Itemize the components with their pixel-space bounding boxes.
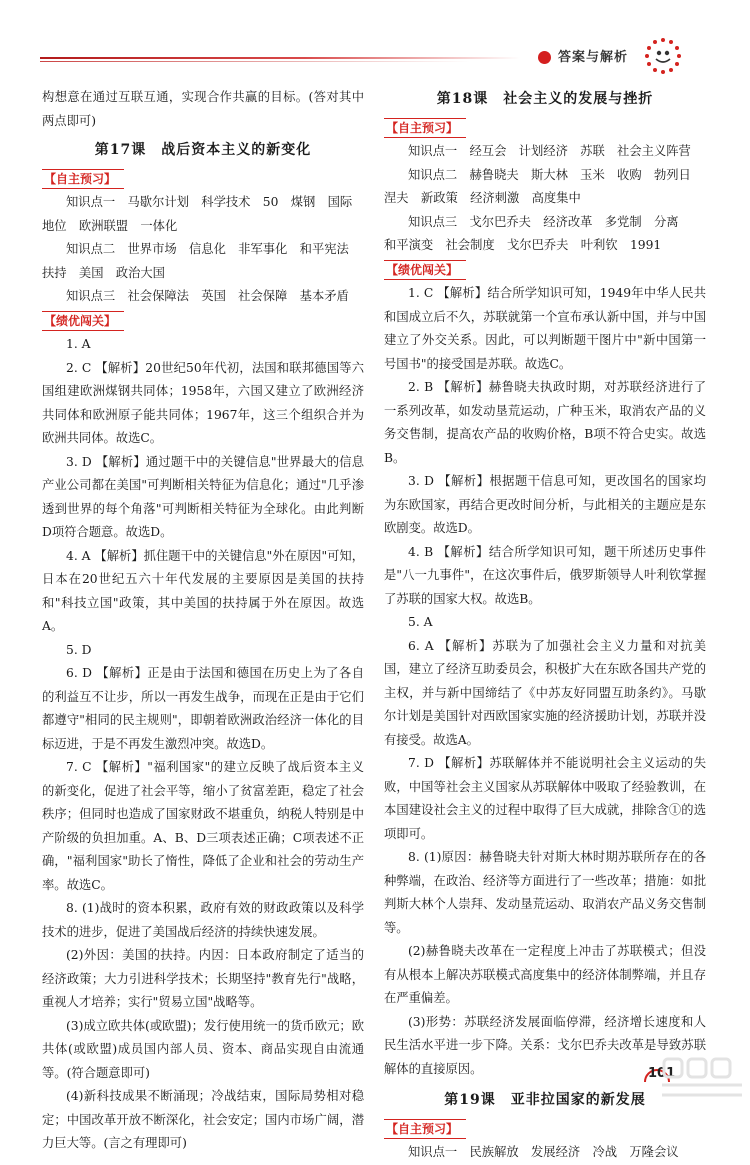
answer-4: 4. B 【解析】结合所学知识可知，题干所述历史事件是"八一九事件"，在这次事件后，俄罗斯领导人叶利钦掌握了苏联的国家大权。故选B。 xyxy=(384,544,706,606)
answer-1: 1. A xyxy=(66,337,91,351)
flower-ornament-icon xyxy=(640,36,686,76)
page-number: 101 xyxy=(648,1066,676,1081)
answer-2: 2. C 【解析】20世纪50年代初，法国和联邦德国等六国组建欧洲煤钢共同体；1958年，六国又建立了欧洲经济共同体和欧洲原子能共同体；1967年，这三个组织合并为欧洲共同体。故选C。 xyxy=(42,360,364,445)
kp1-line: 知识点一 民族解放 发展经济 冷战 万隆会议 xyxy=(408,1145,679,1159)
answer-3: 3. D 【解析】根据题干信息可知，更改国名的国家均为东欧国家，再结合更改时间分析，与此相关的主题应是东欧剧变。故选D。 xyxy=(384,474,706,535)
lesson-19-title: 第19课 亚非拉国家的新发展 xyxy=(444,1092,646,1108)
kp2-line1: 知识点二 世界市场 信息化 非军事化 和平宪法 xyxy=(66,242,349,256)
preview-tag: 【自主预习】 xyxy=(384,118,466,138)
answer-8-part1: 8. (1)原因：赫鲁晓夫针对斯大林时期苏联所存在的各种弊端，在政治、经济等方面进行了一些改革；措施：如批判斯大林个人崇拜、发动垦荒运动、取消农产品义务交售制等。 xyxy=(384,850,706,935)
kp2-line1: 知识点二 赫鲁晓夫 斯大林 玉米 收购 勃列日 xyxy=(408,167,691,182)
header-rule xyxy=(40,57,520,59)
pass-tag: 【绩优闯关】 xyxy=(384,260,466,280)
right-column xyxy=(384,86,706,1165)
answer-8-part3: (3)形势：苏联经济发展面临停滞，经济增长速度和人民生活水平进一步下降。关系：戈尔巴乔夫改革是导致苏联解体的直接原因。 xyxy=(384,1014,706,1076)
kp1-line2: 地位 欧洲联盟 一体化 xyxy=(42,218,178,233)
header-red-dot-icon xyxy=(538,51,551,64)
answer-7: 7. C 【解析】"福利国家"的建立反映了战后资本主义的新变化，促进了社会平等，缩小了贫富差距，稳定了社会秩序；但同时也造成了国家财政不堪重负，纳税人特别是中产阶级的负担加重。A、B、D三项表述正确；C项表述不正确，"福利国家"助长了惰性，降低了企业和社会的劳动生产率。故选C。 xyxy=(42,760,364,892)
left-column xyxy=(42,86,364,1156)
preview-tag: 【自主预习】 xyxy=(384,1119,466,1139)
answer-1: 1. C 【解析】结合所学知识可知，1949年中华人民共和国成立后不久，苏联就第一个宣布承认新中国，并与中国建立了外交关系。因此，可以判断题干图片中"新中国第一号国书"的接受国是苏联。故选C。 xyxy=(384,286,706,371)
answer-5: 5. A xyxy=(408,615,433,629)
answer-8-part3: (3)成立欧共体(或欧盟)；发行使用统一的货币欧元；欧共体(或欧盟)成员国内部人员、资本、商品实现自由流通等。(符合题意即可) xyxy=(42,1018,364,1080)
kp3-line1: 知识点三 戈尔巴乔夫 经济改革 多党制 分离 xyxy=(408,214,679,229)
answer-2: 2. B 【解析】赫鲁晓夫执政时期，对苏联经济进行了一系列改革，如发动垦荒运动，广种玉米，取消农产品的义务交售制，提高农产品的收购价格，B项不符合史实。故选B。 xyxy=(384,380,706,465)
answer-8-part2: (2)赫鲁晓夫改革在一定程度上冲击了苏联模式；但没有从根本上解决苏联模式高度集中的经济体制弊端，并且存在严重偏差。 xyxy=(384,944,706,1005)
preview-tag: 【自主预习】 xyxy=(42,169,124,189)
answer-3: 3. D 【解析】通过题干中的关键信息"世界最大的信息产业公司都在美国"可判断相关特征为信息化；通过"几乎渗透到世界的每个角落"可判断相关特征为全球化。由此判断D项符合题意。故选D。 xyxy=(42,454,364,539)
answer-8-part4: (4)新科技成果不断涌现；冷战结束，国际局势相对稳定；中国改革开放不断深化，社会安定；国内市场广阔，潜力巨大等。(言之有理即可) xyxy=(42,1089,364,1150)
answer-4: 4. A 【解析】抓住题干中的关键信息"外在原因"可知，日本在20世纪五六十年代发展的主要原因是美国的扶持和"科技立国"政策，其中美国的扶持属于外在原因。故选A。 xyxy=(42,548,364,633)
lesson-17-title: 第17课 战后资本主义的新变化 xyxy=(94,142,312,158)
answer-8-part2: (2)外因：美国的扶持。内因：日本政府制定了适当的经济政策；大力引进科学技术；长期坚持"教育先行"战略，重视人才培养；实行"贸易立国"战略等。 xyxy=(42,948,364,1009)
kp3-line2: 和平演变 社会制度 戈尔巴乔夫 叶利钦 1991 xyxy=(384,238,662,252)
lesson-18-title: 第18课 社会主义的发展与挫折 xyxy=(436,91,654,107)
kp1-line: 知识点一 经互会 计划经济 苏联 社会主义阵营 xyxy=(408,144,691,158)
answer-6: 6. A 【解析】苏联为了加强社会主义力量和对抗美国，建立了经济互助委员会，积极扩大在东欧各国共产党的主权，并与新中国缔结了《中苏友好同盟互助条约》。马歇尔计划是美国针对西欧国家实施的经济援助计划，苏联并没有接受。故选A。 xyxy=(384,638,706,747)
watermark-logo-icon xyxy=(658,1055,746,1101)
intro-text: 构想意在通过互联互通，实现合作共赢的目标。(答对其中两点即可) xyxy=(42,90,364,128)
pass-tag: 【绩优闯关】 xyxy=(42,311,124,331)
kp2-line2: 涅夫 新政策 经济刺激 高度集中 xyxy=(384,191,581,205)
answer-5: 5. D xyxy=(66,642,92,657)
header-rule-thin xyxy=(40,61,470,62)
kp2-line2: 扶持 美国 政治大国 xyxy=(42,265,165,280)
answer-7: 7. D 【解析】苏联解体并不能说明社会主义运动的失败，中国等社会主义国家从苏联解体中吸取了经验教训，在本国建设社会主义的过程中取得了巨大成就，排除含①的选项即可。 xyxy=(384,756,706,841)
kp1-line1: 知识点一 马歇尔计划 科学技术 50 煤钢 国际 xyxy=(66,195,353,209)
answer-6: 6. D 【解析】正是由于法国和德国在历史上为了各自的利益互不让步，所以一再发生战争，而现在正是由于它们都遵守"相同的民主规则"，即朝着欧洲政治经济一体化的目标迈进，于是不再发生激烈冲突。故选D。 xyxy=(42,666,364,751)
answer-8-part1: 8. (1)战时的资本积累，政府有效的财政政策以及科学技术的进步，促进了美国战后经济的持续快速发展。 xyxy=(42,901,364,939)
kp3-line: 知识点三 社会保障法 英国 社会保障 基本矛盾 xyxy=(66,289,349,303)
header-title: 答案与解析 xyxy=(558,50,629,65)
